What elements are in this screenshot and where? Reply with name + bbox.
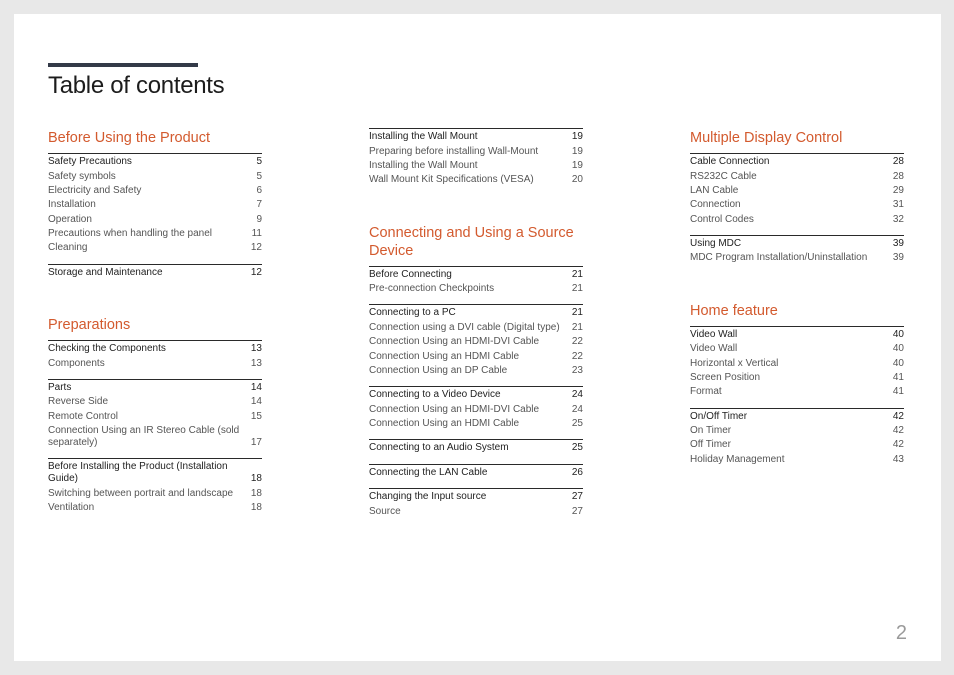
toc-entry[interactable]: [690, 424, 904, 438]
toc-entry-label: Parts: [48, 381, 72, 393]
toc-entry-label: Screen Position: [690, 371, 761, 383]
toc-entry-main[interactable]: [369, 306, 583, 320]
toc-group: [48, 458, 262, 515]
toc-entry-page: 21: [571, 268, 583, 280]
toc-entry-page: 17: [250, 437, 262, 449]
toc-entry-label: Safety Precautions: [48, 156, 132, 168]
toc-column-3: [690, 129, 904, 475]
toc-entry[interactable]: [690, 438, 904, 452]
toc-section: [690, 302, 904, 467]
toc-entry[interactable]: [48, 487, 262, 501]
toc-entry-page: 39: [892, 238, 904, 250]
toc-entry-label: Connection Using an IR Stereo Cable (sold separately): [48, 425, 240, 449]
toc-entry[interactable]: [369, 159, 583, 173]
toc-group: [48, 379, 262, 451]
toc-entry-page: 11: [251, 228, 262, 240]
toc-entry[interactable]: [690, 184, 904, 198]
toc-entry-page: 25: [571, 442, 583, 454]
toc-entry[interactable]: [690, 169, 904, 183]
toc-group: [369, 464, 583, 480]
toc-entry-label: Changing the Input source: [369, 491, 487, 503]
toc-entry[interactable]: [690, 251, 904, 265]
toc-entry-main[interactable]: [48, 266, 262, 280]
toc-entry[interactable]: [690, 213, 904, 227]
toc-entry-page: 21: [571, 307, 583, 319]
toc-entry-page: 28: [892, 156, 904, 168]
toc-entry-main[interactable]: [369, 130, 583, 144]
toc-entry-page: 41: [892, 386, 904, 398]
toc-entry-page: 18: [250, 502, 262, 514]
toc-entry-label: Wall Mount Kit Specifications (VESA): [369, 174, 534, 186]
toc-entry-page: 14: [250, 396, 262, 408]
toc-entry[interactable]: [369, 504, 583, 518]
toc-entry-label: Connection Using an HDMI Cable: [369, 350, 520, 362]
toc-group: [48, 154, 262, 256]
toc-entry-page: 5: [256, 156, 262, 168]
toc-group: [690, 327, 904, 400]
toc-entry[interactable]: [369, 364, 583, 378]
toc-group: [690, 235, 904, 266]
toc-entry-label: Off Timer: [690, 439, 731, 451]
toc-entry-main[interactable]: [48, 381, 262, 395]
section-heading[interactable]: Multiple Display Control: [690, 129, 904, 154]
toc-entry-page: 9: [256, 213, 262, 225]
toc-entry-label: Connection Using an DP Cable: [369, 364, 508, 376]
toc-entry-label: Reverse Side: [48, 396, 109, 408]
toc-entry-main[interactable]: [369, 388, 583, 402]
toc-entry-main[interactable]: [690, 410, 904, 424]
toc-group: [690, 408, 904, 468]
toc-entry-page: 42: [892, 439, 904, 451]
toc-entry-label: Electricity and Safety: [48, 184, 142, 196]
toc-entry-label: RS232C Cable: [690, 170, 757, 182]
section-heading[interactable]: Before Using the Product: [48, 129, 262, 154]
toc-entry[interactable]: [48, 213, 262, 227]
toc-entry-label: On Timer: [690, 425, 732, 437]
toc-entry-page: 39: [892, 252, 904, 264]
toc-entry-page: 22: [571, 350, 583, 362]
toc-entry[interactable]: [690, 342, 904, 356]
toc-column-1: [48, 129, 262, 523]
toc-entry[interactable]: [369, 335, 583, 349]
toc-entry-label: MDC Program Installation/Uninstallation: [690, 252, 868, 264]
toc-entry[interactable]: [48, 184, 262, 198]
toc-entry-main[interactable]: [690, 237, 904, 251]
toc-entry[interactable]: [369, 321, 583, 335]
toc-entry[interactable]: [48, 227, 262, 241]
toc-entry-page: 28: [892, 170, 904, 182]
toc-entry-page: 24: [571, 389, 583, 401]
toc-entry-page: 21: [571, 283, 583, 295]
toc-entry-page: 19: [571, 145, 583, 157]
toc-entry[interactable]: [48, 501, 262, 515]
toc-entry-page: 41: [892, 371, 904, 383]
toc-entry-label: On/Off Timer: [690, 410, 748, 422]
toc-entry[interactable]: [369, 144, 583, 158]
toc-entry-label: Connecting to a Video Device: [369, 389, 501, 401]
toc-entry-main[interactable]: [48, 155, 262, 169]
toc-entry-label: Connecting to an Audio System: [369, 442, 509, 454]
toc-entry-page: 42: [892, 425, 904, 437]
toc-entry-label: Installing the Wall Mount: [369, 159, 478, 171]
toc-entry-page: 27: [571, 491, 583, 503]
page-number: 2: [895, 622, 907, 644]
toc-entry[interactable]: [48, 356, 262, 370]
section-heading[interactable]: Preparations: [48, 316, 262, 341]
toc-entry-page: 19: [571, 159, 583, 171]
toc-entry-main[interactable]: [369, 490, 583, 504]
toc-group: [369, 304, 583, 378]
toc-entry[interactable]: [369, 349, 583, 363]
toc-entry[interactable]: [369, 173, 583, 187]
toc-entry-page: 31: [892, 199, 904, 211]
toc-entry[interactable]: [369, 417, 583, 431]
toc-group: [369, 128, 583, 188]
toc-entry-label: Precautions when handling the panel: [48, 228, 213, 240]
toc-entry[interactable]: [690, 453, 904, 467]
toc-entry-page: 18: [250, 487, 262, 499]
section-spacer: [48, 288, 262, 316]
toc-entry-label: Connection Using an HDMI-DVI Cable: [369, 403, 540, 415]
toc-entry-page: 23: [571, 364, 583, 376]
section-heading[interactable]: Home feature: [690, 302, 904, 327]
toc-group: [369, 267, 583, 297]
toc-entry-label: Before Connecting: [369, 268, 452, 280]
toc-entry-label: Connecting to a PC: [369, 307, 456, 319]
toc-entry-label: Ventilation: [48, 502, 95, 514]
toc-entry-page: 25: [571, 418, 583, 430]
toc-entry-page: 7: [256, 199, 262, 211]
toc-entry-label: Format: [690, 386, 722, 398]
toc-section: [48, 129, 262, 280]
toc-entry-page: 15: [250, 410, 262, 422]
toc-entry-label: Safety symbols: [48, 170, 116, 182]
toc-entry-label: Preparing before installing Wall-Mount: [369, 145, 539, 157]
toc-section: [369, 224, 583, 519]
toc-entry-label: Connection: [690, 199, 741, 211]
toc-group: [48, 341, 262, 371]
toc-entry-label: Checking the Components: [48, 343, 166, 355]
toc-entry-page: 12: [250, 266, 262, 278]
toc-entry-page: 6: [256, 184, 262, 196]
toc-entry[interactable]: [48, 410, 262, 424]
toc-entry-label: Video Wall: [690, 328, 738, 340]
toc-entry-label: Storage and Maintenance: [48, 266, 163, 278]
toc-entry-label: Connection Using an HDMI Cable: [369, 418, 520, 430]
toc-entry[interactable]: [48, 169, 262, 183]
toc-entry[interactable]: [48, 395, 262, 409]
toc-section: [48, 316, 262, 515]
toc-entry-page: 21: [571, 321, 583, 333]
toc-entry-page: 19: [571, 131, 583, 143]
toc-entry-page: 40: [892, 343, 904, 355]
toc-entry-label: Video Wall: [690, 343, 738, 355]
toc-entry-label: Horizontal x Vertical: [690, 357, 779, 369]
toc-entry-main[interactable]: [690, 328, 904, 342]
toc-column-2: [369, 128, 583, 527]
toc-entry-label: Pre-connection Checkpoints: [369, 283, 495, 295]
toc-section: [369, 128, 583, 188]
toc-entry-label: Installing the Wall Mount: [369, 131, 478, 143]
toc-entry-page: 40: [892, 328, 904, 340]
toc-entry-main[interactable]: [48, 342, 262, 356]
page-title: Table of contents: [48, 72, 225, 99]
toc-group: [369, 439, 583, 455]
toc-group: [369, 488, 583, 519]
toc-entry[interactable]: [369, 282, 583, 296]
toc-entry-label: Control Codes: [690, 213, 754, 225]
toc-entry[interactable]: [48, 424, 262, 450]
toc-entry-main[interactable]: [690, 155, 904, 169]
toc-entry-page: 12: [250, 242, 262, 254]
section-spacer: [369, 196, 583, 224]
toc-entry-label: Installation: [48, 199, 96, 211]
toc-entry[interactable]: [690, 198, 904, 212]
toc-entry-label: Before Installing the Product (Installation Guide): [48, 461, 228, 485]
toc-entry-label: Cable Connection: [690, 156, 770, 168]
toc-entry-page: 32: [892, 213, 904, 225]
toc-entry-label: Using MDC: [690, 238, 742, 250]
toc-entry-page: 29: [892, 184, 904, 196]
toc-entry[interactable]: [48, 241, 262, 255]
toc-entry[interactable]: [369, 403, 583, 417]
toc-entry-label: Remote Control: [48, 410, 119, 422]
toc-entry-page: 13: [250, 343, 262, 355]
title-accent-bar: [48, 63, 198, 67]
document-page: [14, 14, 941, 661]
toc-entry-label: Operation: [48, 213, 92, 225]
toc-entry-label: Source: [369, 505, 401, 517]
toc-entry-page: 26: [571, 466, 583, 478]
toc-entry-page: 24: [571, 403, 583, 415]
toc-entry[interactable]: [690, 356, 904, 370]
section-spacer: [690, 274, 904, 302]
toc-group: [48, 264, 262, 280]
toc-entry-label: Components: [48, 357, 105, 369]
toc-entry-main[interactable]: [48, 460, 262, 486]
toc-entry-page: 27: [571, 505, 583, 517]
toc-group: [369, 386, 583, 431]
toc-entry-page: 20: [571, 174, 583, 186]
toc-group: [690, 154, 904, 227]
toc-entry-label: Connection Using an HDMI-DVI Cable: [369, 336, 540, 348]
toc-entry-label: Connecting the LAN Cable: [369, 466, 488, 478]
toc-entry-page: 43: [892, 453, 904, 465]
toc-entry-page: 14: [250, 381, 262, 393]
toc-section: [690, 129, 904, 266]
toc-entry[interactable]: [48, 198, 262, 212]
toc-entry-main[interactable]: [369, 441, 583, 455]
toc-entry[interactable]: [690, 371, 904, 385]
toc-entry[interactable]: [690, 385, 904, 399]
toc-entry-page: 5: [256, 170, 262, 182]
toc-entry-label: Connection using a DVI cable (Digital type): [369, 321, 560, 333]
toc-entry-page: 22: [571, 336, 583, 348]
toc-entry-page: 18: [250, 473, 262, 485]
section-heading[interactable]: Connecting and Using a Source Device: [369, 224, 583, 267]
toc-entry-main[interactable]: [369, 466, 583, 480]
toc-entry-label: LAN Cable: [690, 184, 739, 196]
toc-entry-page: 13: [250, 357, 262, 369]
toc-entry-main[interactable]: [369, 268, 583, 282]
toc-entry-page: 42: [892, 410, 904, 422]
toc-entry-page: 40: [892, 357, 904, 369]
toc-entry-label: Cleaning: [48, 242, 88, 254]
toc-entry-label: Holiday Management: [690, 453, 785, 465]
toc-entry-label: Switching between portrait and landscape: [48, 487, 234, 499]
